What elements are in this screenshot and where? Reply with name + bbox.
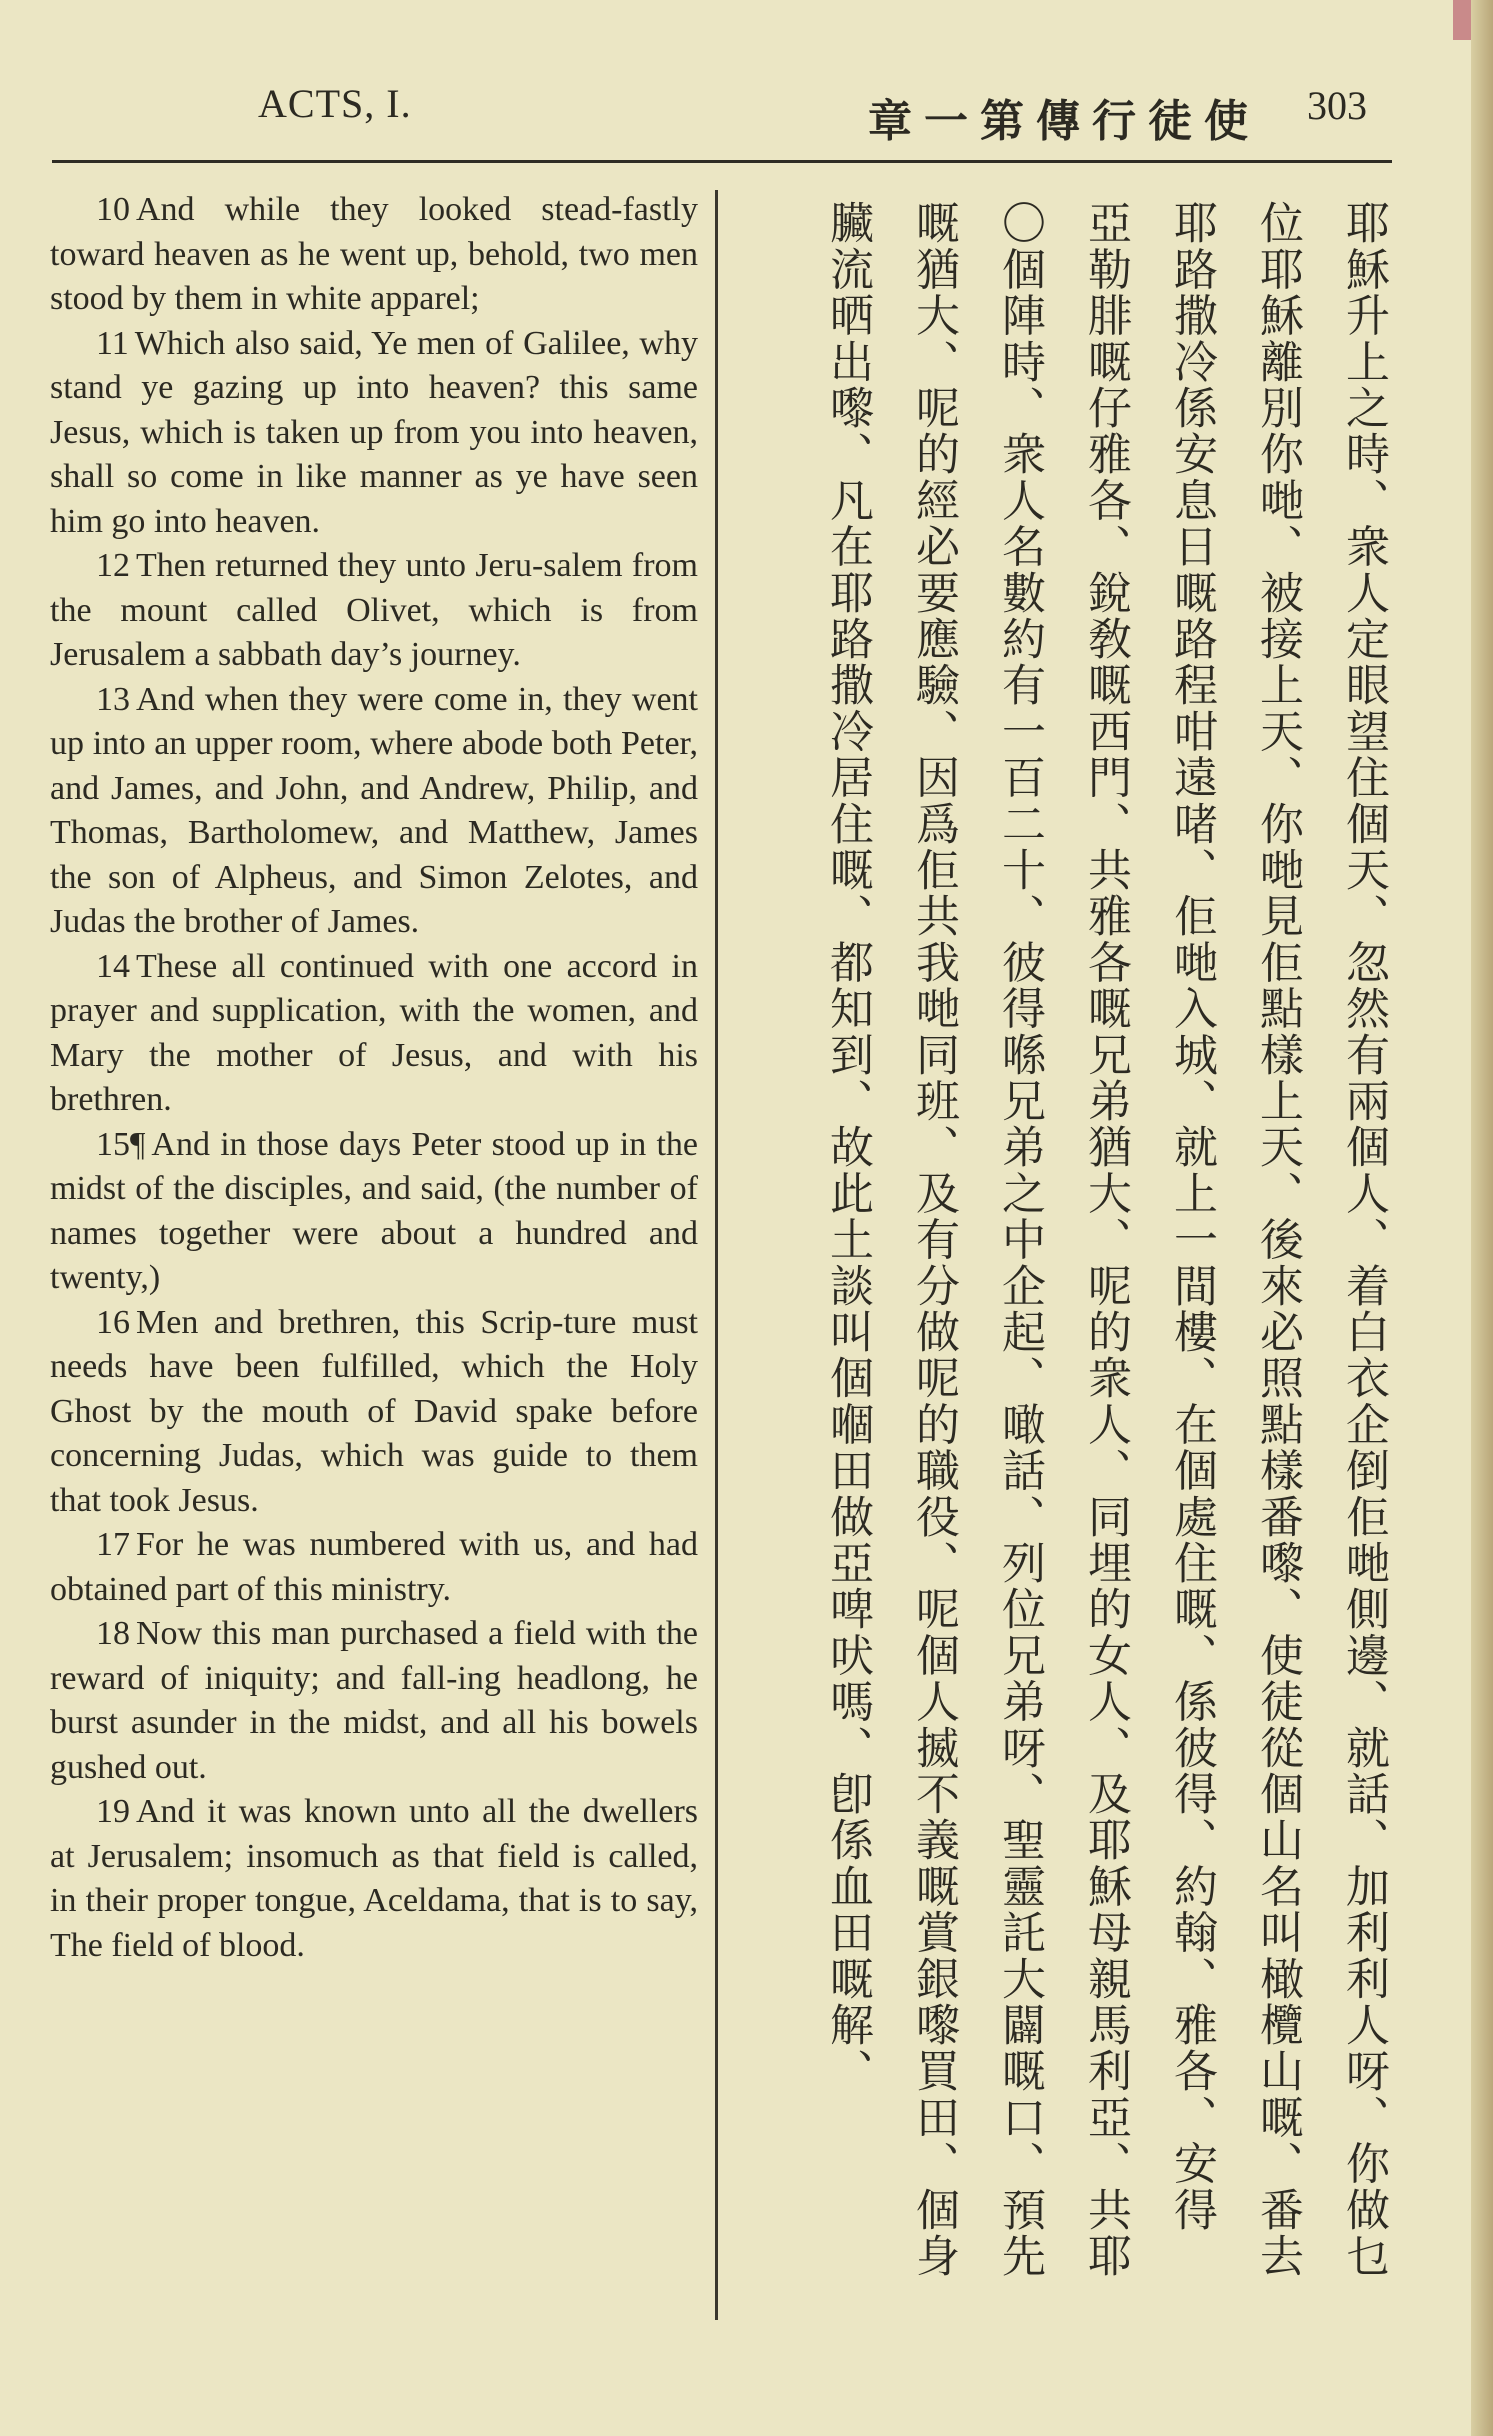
verse-16 — [50, 1301, 698, 1524]
verse-number: 18 — [96, 1615, 130, 1652]
verse-14 — [50, 945, 698, 1123]
chinese-line-1: 耶穌升上之時、衆人定眼望住個天、忽然有兩個人、着白衣企倒佢哋側邊、就話、加利利人呀、你做乜 — [1338, 200, 1389, 2279]
verse-text: For he was numbered with us, and had obtained part of this ministry. — [50, 1526, 698, 1608]
verse-text: And when they were come in, they went up into an upper room, where abode both Peter, and James, and John, and Andrew, Philip, and Thomas, Bartholomew, and Matthew, James the son of Alpheus, and Simon Zelotes, and Judas the brother of James. — [50, 680, 698, 940]
verse-number: 17 — [96, 1526, 130, 1563]
verse-number: 12 — [96, 547, 130, 584]
page-edge — [1471, 0, 1493, 2436]
verse-text: These all continued with one accord in prayer and supplication, with the women, and Mary the mother of Jesus, and with his brethren. — [50, 947, 698, 1118]
page-number: 303 — [1307, 83, 1367, 128]
verse-number: 19 — [96, 1793, 130, 1830]
verse-text: Now this man purchased a field with the reward of iniquity; and fall-ing headlong, he burst asunder in the midst, and all his bowels gushed out. — [50, 1615, 698, 1786]
verse-17 — [50, 1523, 698, 1612]
verse-text: And it was known unto all the dwellers at Jerusalem; insomuch as that field is called, in their proper tongue, Aceldama, that is to say, The field of blood. — [50, 1793, 698, 1964]
english-text-column — [50, 188, 698, 1968]
chinese-line-3: 耶路撒冷係安息日嘅路程咁遠啫、佢哋入城、就上一間樓、在個處住嘅、係彼得、約翰、雅各、安得 — [1166, 200, 1217, 2233]
verse-text: And in those days Peter stood up in the midst of the disciples, and said, (the number of names together were about a hundred and twenty,) — [50, 1125, 698, 1296]
chinese-line-5: 〇個陣時、衆人名數約有一百二十、彼得喺兄弟之中企起、噉話、列位兄弟呀、聖靈託大闢嘅口、預先 — [994, 200, 1045, 2279]
chinese-line-6: 嘅猶大、呢的經必要應驗、因爲佢共我哋同班、及有分做呢的職役、呢個人揻不義嘅賞銀嚟買田、個身 — [908, 200, 959, 2279]
verse-15 — [50, 1123, 698, 1301]
verse-12 — [50, 544, 698, 678]
verse-number: 15¶ — [96, 1125, 146, 1163]
column-divider — [715, 190, 718, 2320]
verse-text: Then returned they unto Jeru-salem from the mount called Olivet, which is from Jerusalem a sabbath day’s journey. — [50, 547, 698, 673]
verse-number: 13 — [96, 680, 130, 718]
header-book-title: ACTS, I. — [258, 81, 412, 126]
verse-text: Men and brethren, this Scrip-ture must needs have been fulfilled, which the Holy Ghost by the mouth of David spake before concerning Judas, which was guide to them that took Jesus. — [50, 1303, 698, 1519]
chinese-line-4: 亞勒腓嘅仔雅各、銳敎嘅西門、共雅各嘅兄弟猶大、呢的衆人、同埋的女人、及耶穌母親馬利亞、共耶 — [1080, 200, 1131, 2279]
verse-18 — [50, 1612, 698, 1790]
chinese-text-column — [740, 200, 1400, 2320]
verse-number: 10 — [96, 191, 130, 228]
verse-text: And while they looked stead-fastly toward heaven as he went up, behold, two men stood by them in white apparel; — [50, 191, 698, 317]
verse-11 — [50, 322, 698, 545]
chinese-line-7: 臟流晒出嚟、凡在耶路撒冷居住嘅、都知到、故此土談叫個嗰田做亞啤吠嗎、卽係血田嘅解、 — [822, 200, 873, 2095]
header-chinese-title: 章一第傳行徒使 — [868, 96, 1260, 147]
header-rule — [52, 160, 1392, 163]
verse-10 — [50, 188, 698, 322]
verse-number: 14 — [96, 947, 130, 985]
verse-number: 11 — [96, 324, 129, 362]
verse-13 — [50, 678, 698, 945]
chinese-line-2: 位耶穌離別你哋、被接上天、你哋見佢點樣上天、後來必照點樣番嚟、使徒從個山名叫橄欖山嘅、番去 — [1252, 200, 1303, 2279]
verse-text: Which also said, Ye men of Galilee, why stand ye gazing up into heaven? this same Jesus, which is taken up from you into heaven, shall so come in like manner as ye have seen him go into heaven. — [50, 324, 698, 540]
verse-number: 16 — [96, 1303, 130, 1341]
verse-19 — [50, 1790, 698, 1968]
